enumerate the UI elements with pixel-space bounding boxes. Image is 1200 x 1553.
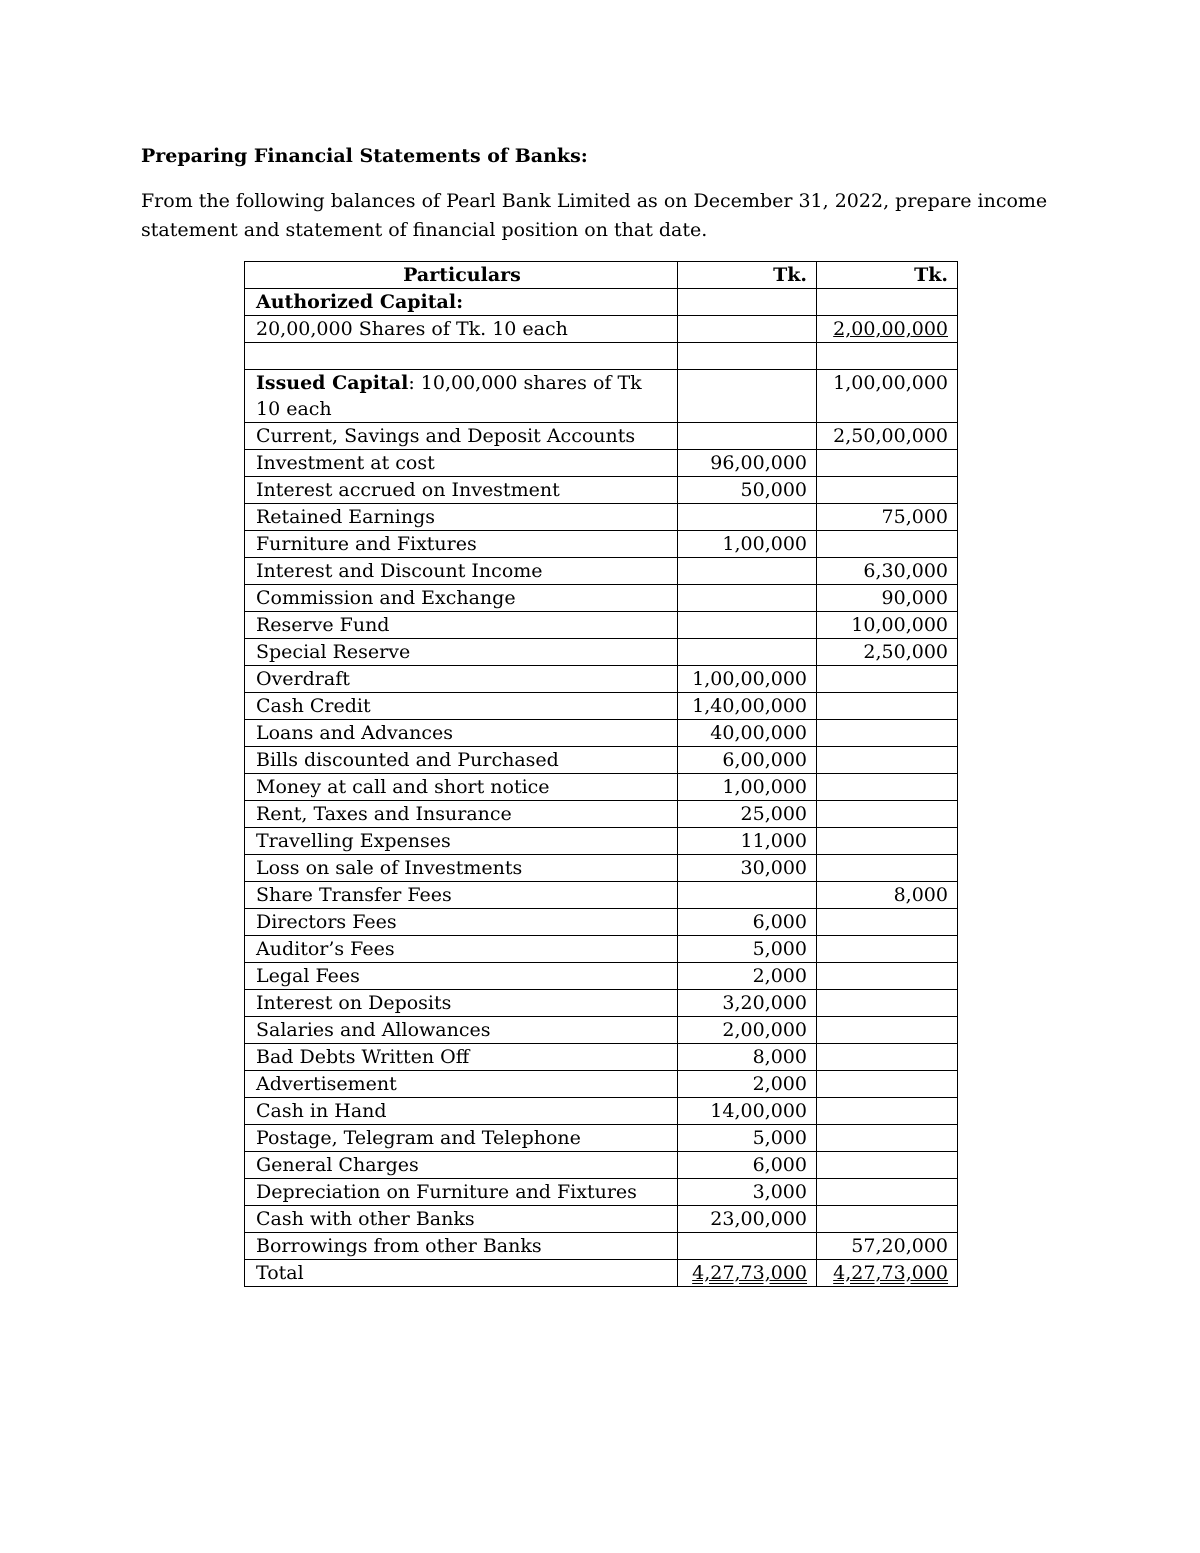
cell-debit	[678, 1260, 817, 1287]
cell-credit	[817, 1017, 958, 1044]
cell-label: General Charges	[245, 1152, 678, 1179]
cell-debit: 1,00,00,000	[678, 666, 817, 693]
total-label: Total	[245, 1260, 678, 1287]
cell-credit	[817, 963, 958, 990]
cell-debit: 2,000	[678, 1071, 817, 1098]
cell-label: Cash with other Banks	[245, 1206, 678, 1233]
table-row	[245, 909, 958, 936]
cell-label: Current, Savings and Deposit Accounts	[245, 423, 678, 450]
cell-label: Borrowings from other Banks	[245, 1233, 678, 1260]
cell-debit	[678, 585, 817, 612]
cell-label: Share Transfer Fees	[245, 882, 678, 909]
issued-capital-cell	[245, 370, 678, 423]
cell-credit	[817, 855, 958, 882]
cell-credit	[817, 1179, 958, 1206]
cell-debit: 11,000	[678, 828, 817, 855]
cell-debit: 2,00,000	[678, 1017, 817, 1044]
cell-credit: 2,50,000	[817, 639, 958, 666]
cell-debit: 5,000	[678, 936, 817, 963]
table-row	[245, 855, 958, 882]
cell-label: Loss on sale of Investments	[245, 855, 678, 882]
cell-credit	[817, 1152, 958, 1179]
table-row	[245, 936, 958, 963]
cell-label: Retained Earnings	[245, 504, 678, 531]
issued-capital-amount: 1,00,00,000	[817, 370, 958, 423]
cell-credit	[817, 720, 958, 747]
cell-debit: 1,00,000	[678, 531, 817, 558]
cell-credit: 6,30,000	[817, 558, 958, 585]
cell-credit	[817, 1098, 958, 1125]
table-row-blank	[245, 343, 958, 370]
cell-debit: 5,000	[678, 1125, 817, 1152]
table-row	[245, 774, 958, 801]
table-row	[245, 1017, 958, 1044]
table-row	[245, 1179, 958, 1206]
cell-blank	[678, 343, 817, 370]
cell-debit: 23,00,000	[678, 1206, 817, 1233]
cell-credit	[817, 666, 958, 693]
table-row	[245, 801, 958, 828]
cell-label: Salaries and Allowances	[245, 1017, 678, 1044]
balances-table	[244, 261, 958, 1287]
cell-credit	[817, 450, 958, 477]
table-row	[245, 1206, 958, 1233]
issued-capital-label: Issued Capital	[256, 372, 409, 394]
table-row	[245, 477, 958, 504]
table-row	[245, 370, 958, 423]
cell-label: Interest on Deposits	[245, 990, 678, 1017]
cell-debit	[678, 882, 817, 909]
cell-credit	[817, 1071, 958, 1098]
cell-label: Furniture and Fixtures	[245, 531, 678, 558]
cell-debit: 3,000	[678, 1179, 817, 1206]
cell-label: Investment at cost	[245, 450, 678, 477]
cell-debit: 3,20,000	[678, 990, 817, 1017]
cell-credit	[817, 828, 958, 855]
cell-debit	[678, 558, 817, 585]
cell-debit	[678, 316, 817, 343]
table-row	[245, 1152, 958, 1179]
cell-credit	[817, 693, 958, 720]
cell-credit	[817, 936, 958, 963]
cell-label: Auditor’s Fees	[245, 936, 678, 963]
header-particulars: Particulars	[245, 262, 678, 289]
cell-credit	[817, 477, 958, 504]
table-row	[245, 1098, 958, 1125]
cell-label: Depreciation on Furniture and Fixtures	[245, 1179, 678, 1206]
table-row	[245, 316, 958, 343]
table-row	[245, 450, 958, 477]
table-row	[245, 990, 958, 1017]
total-row	[245, 1260, 958, 1287]
table-row	[245, 612, 958, 639]
table-row	[245, 1233, 958, 1260]
cell-credit	[817, 774, 958, 801]
cell-label: Overdraft	[245, 666, 678, 693]
table-row	[245, 558, 958, 585]
authorized-shares-label: 20,00,000 Shares of Tk. 10 each	[245, 316, 678, 343]
cell-credit: 8,000	[817, 882, 958, 909]
issued-capital-description: : 10,00,000 shares of Tk 10 each	[256, 372, 642, 420]
cell-debit: 14,00,000	[678, 1098, 817, 1125]
cell-label: Interest and Discount Income	[245, 558, 678, 585]
cell-credit: 90,000	[817, 585, 958, 612]
cell-label: Legal Fees	[245, 963, 678, 990]
header-debit-tk: Tk.	[678, 262, 817, 289]
cell-label: Interest accrued on Investment	[245, 477, 678, 504]
cell-debit: 6,000	[678, 1152, 817, 1179]
cell-label: Rent, Taxes and Insurance	[245, 801, 678, 828]
cell-label: Loans and Advances	[245, 720, 678, 747]
table-row	[245, 504, 958, 531]
cell-debit: 1,00,000	[678, 774, 817, 801]
cell-debit: 1,40,00,000	[678, 693, 817, 720]
cell-credit	[817, 747, 958, 774]
cell-credit	[817, 990, 958, 1017]
table-row	[245, 585, 958, 612]
cell-debit	[678, 612, 817, 639]
table-row	[245, 531, 958, 558]
cell-blank	[817, 343, 958, 370]
authorized-capital-label: Authorized Capital:	[245, 289, 678, 316]
cell-debit	[678, 370, 817, 423]
cell-debit: 8,000	[678, 1044, 817, 1071]
cell-label: Cash in Hand	[245, 1098, 678, 1125]
cell-debit: 6,00,000	[678, 747, 817, 774]
cell-label: Directors Fees	[245, 909, 678, 936]
table-row	[245, 828, 958, 855]
cell-debit: 40,00,000	[678, 720, 817, 747]
table-row	[245, 423, 958, 450]
cell-credit: 57,20,000	[817, 1233, 958, 1260]
cell-label: Special Reserve	[245, 639, 678, 666]
table-row	[245, 1044, 958, 1071]
cell-label: Travelling Expenses	[245, 828, 678, 855]
cell-credit	[817, 1206, 958, 1233]
document-page	[141, 141, 1061, 1284]
table-header-row	[245, 262, 958, 289]
table-row	[245, 639, 958, 666]
cell-credit	[817, 909, 958, 936]
cell-blank	[245, 343, 678, 370]
cell-debit	[678, 423, 817, 450]
table-row	[245, 1071, 958, 1098]
cell-debit	[678, 639, 817, 666]
table-row	[245, 666, 958, 693]
cell-label: Postage, Telegram and Telephone	[245, 1125, 678, 1152]
cell-debit	[678, 504, 817, 531]
cell-label: Bad Debts Written Off	[245, 1044, 678, 1071]
table-row	[245, 747, 958, 774]
authorized-shares-amount: 2,00,00,000	[833, 318, 948, 340]
table-row	[245, 720, 958, 747]
table-row	[245, 882, 958, 909]
cell-label: Commission and Exchange	[245, 585, 678, 612]
cell-credit	[817, 1260, 958, 1287]
cell-debit: 6,000	[678, 909, 817, 936]
cell-credit	[817, 1125, 958, 1152]
cell-debit: 30,000	[678, 855, 817, 882]
cell-label: Reserve Fund	[245, 612, 678, 639]
cell-credit	[817, 289, 958, 316]
cell-credit: 2,50,00,000	[817, 423, 958, 450]
cell-credit: 10,00,000	[817, 612, 958, 639]
cell-credit	[817, 1044, 958, 1071]
cell-debit	[678, 1233, 817, 1260]
cell-credit	[817, 531, 958, 558]
cell-label: Advertisement	[245, 1071, 678, 1098]
cell-label: Bills discounted and Purchased	[245, 747, 678, 774]
cell-credit	[817, 801, 958, 828]
total-credit: 4,27,73,000	[833, 1262, 948, 1284]
cell-debit: 25,000	[678, 801, 817, 828]
total-debit: 4,27,73,000	[692, 1262, 807, 1284]
table-row	[245, 289, 958, 316]
table-row	[245, 693, 958, 720]
cell-debit: 96,00,000	[678, 450, 817, 477]
table-row	[245, 1125, 958, 1152]
cell-credit	[817, 316, 958, 343]
cell-credit: 75,000	[817, 504, 958, 531]
cell-debit	[678, 289, 817, 316]
cell-debit: 2,000	[678, 963, 817, 990]
header-credit-tk: Tk.	[817, 262, 958, 289]
cell-label: Money at call and short notice	[245, 774, 678, 801]
table-row	[245, 963, 958, 990]
cell-label: Cash Credit	[245, 693, 678, 720]
page-heading: Preparing Financial Statements of Banks:	[141, 145, 588, 167]
intro-paragraph: From the following balances of Pearl Bank Limited as on December 31, 2022, prepare income statement and statement of financial position on that date.	[141, 190, 1048, 241]
cell-debit: 50,000	[678, 477, 817, 504]
